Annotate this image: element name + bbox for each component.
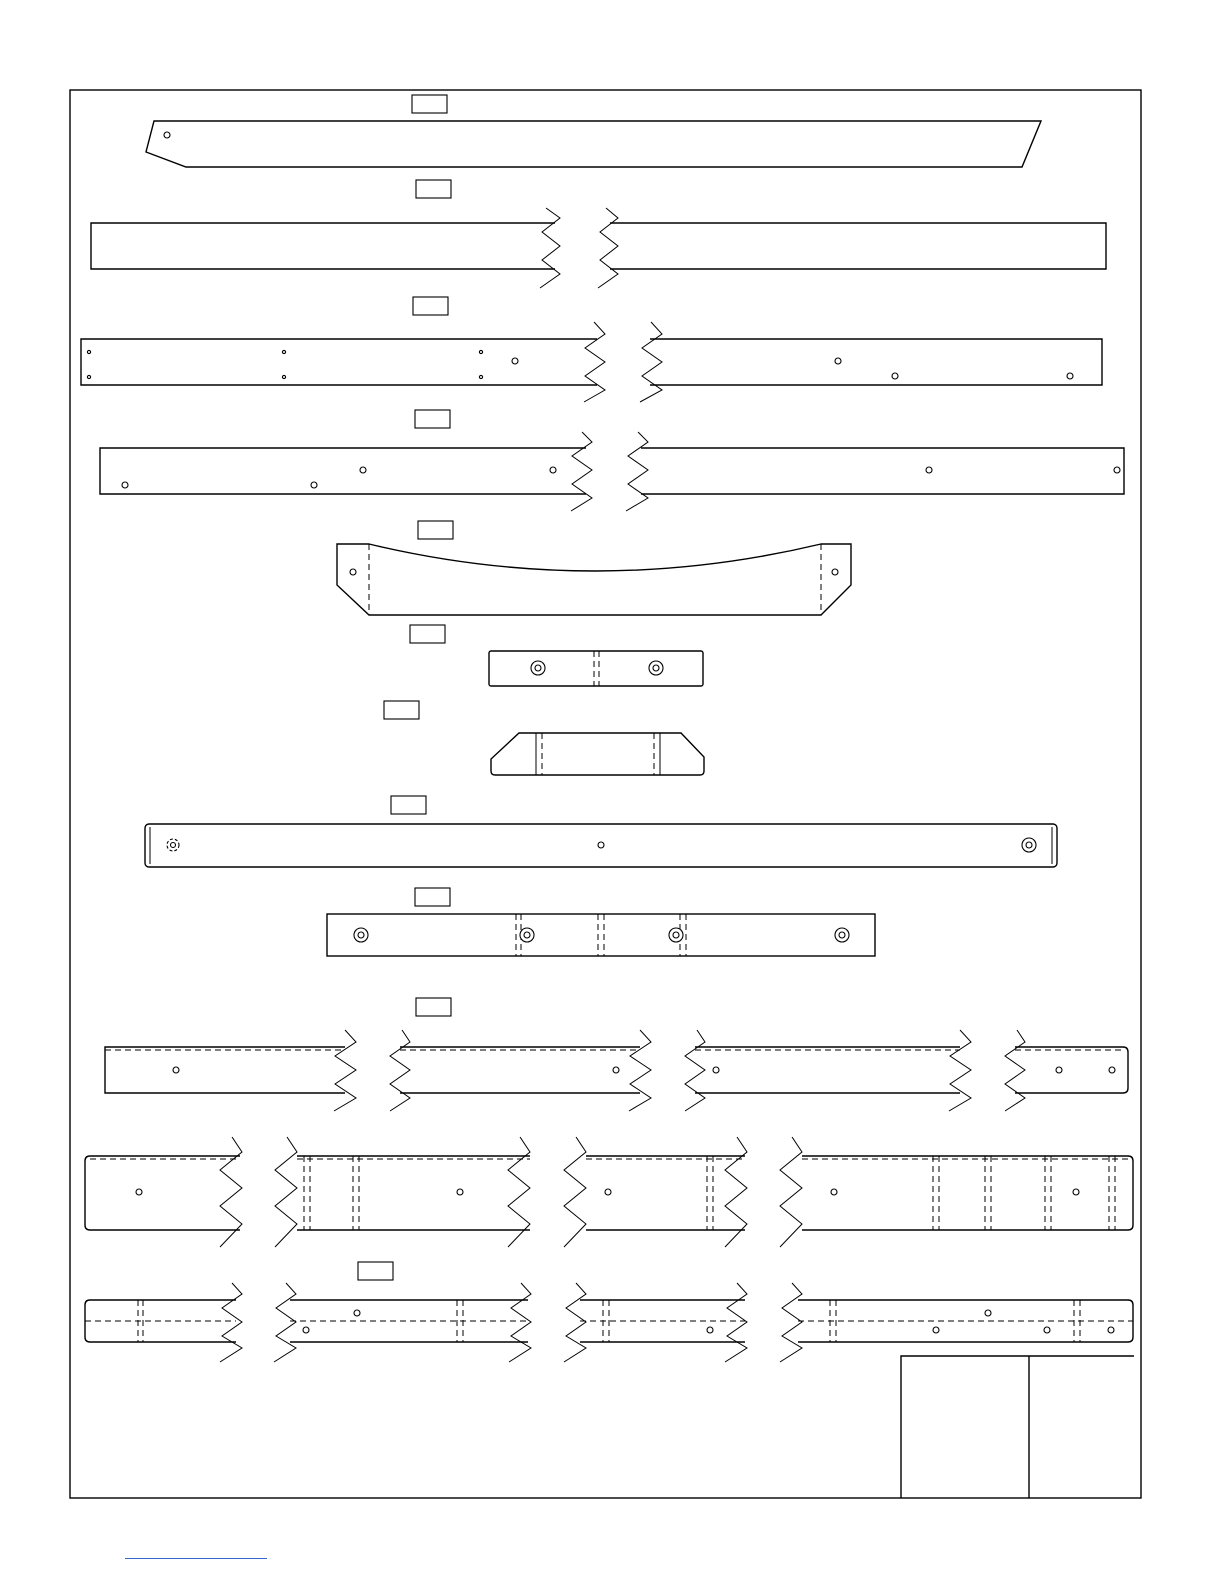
- part-8-long-bar: [145, 796, 1057, 867]
- part-label-2: [416, 180, 451, 198]
- part-label-10: [416, 998, 451, 1016]
- part-11-wide-rail: [85, 1137, 1133, 1247]
- part-label-4: [415, 410, 450, 428]
- part-3-drilled-bar: [81, 297, 1102, 402]
- part-label-12: [358, 1262, 393, 1280]
- part-6-small-block: [410, 625, 703, 686]
- part-5-curved-brace: [337, 521, 851, 615]
- part-label-5: [418, 521, 453, 539]
- title-block: [901, 1356, 1134, 1498]
- part-10-segmented-rail: [105, 998, 1128, 1111]
- footer-link-underline[interactable]: [125, 1558, 267, 1559]
- part-label-1: [412, 95, 447, 113]
- part-label-3: [413, 297, 448, 315]
- part-9-block: [327, 888, 875, 956]
- part-12-narrow-rail: [85, 1262, 1133, 1362]
- part-4-drilled-bar: [100, 410, 1124, 511]
- part-label-6: [410, 625, 445, 643]
- part-2-plain-bar: [91, 180, 1106, 288]
- part-1-angled-bar: [146, 95, 1041, 167]
- drawing-border: [70, 90, 1141, 1498]
- part-label-9: [415, 888, 450, 906]
- part-label-7: [384, 701, 419, 719]
- part-7-chamfered-block: [384, 701, 704, 775]
- part-label-8: [391, 796, 426, 814]
